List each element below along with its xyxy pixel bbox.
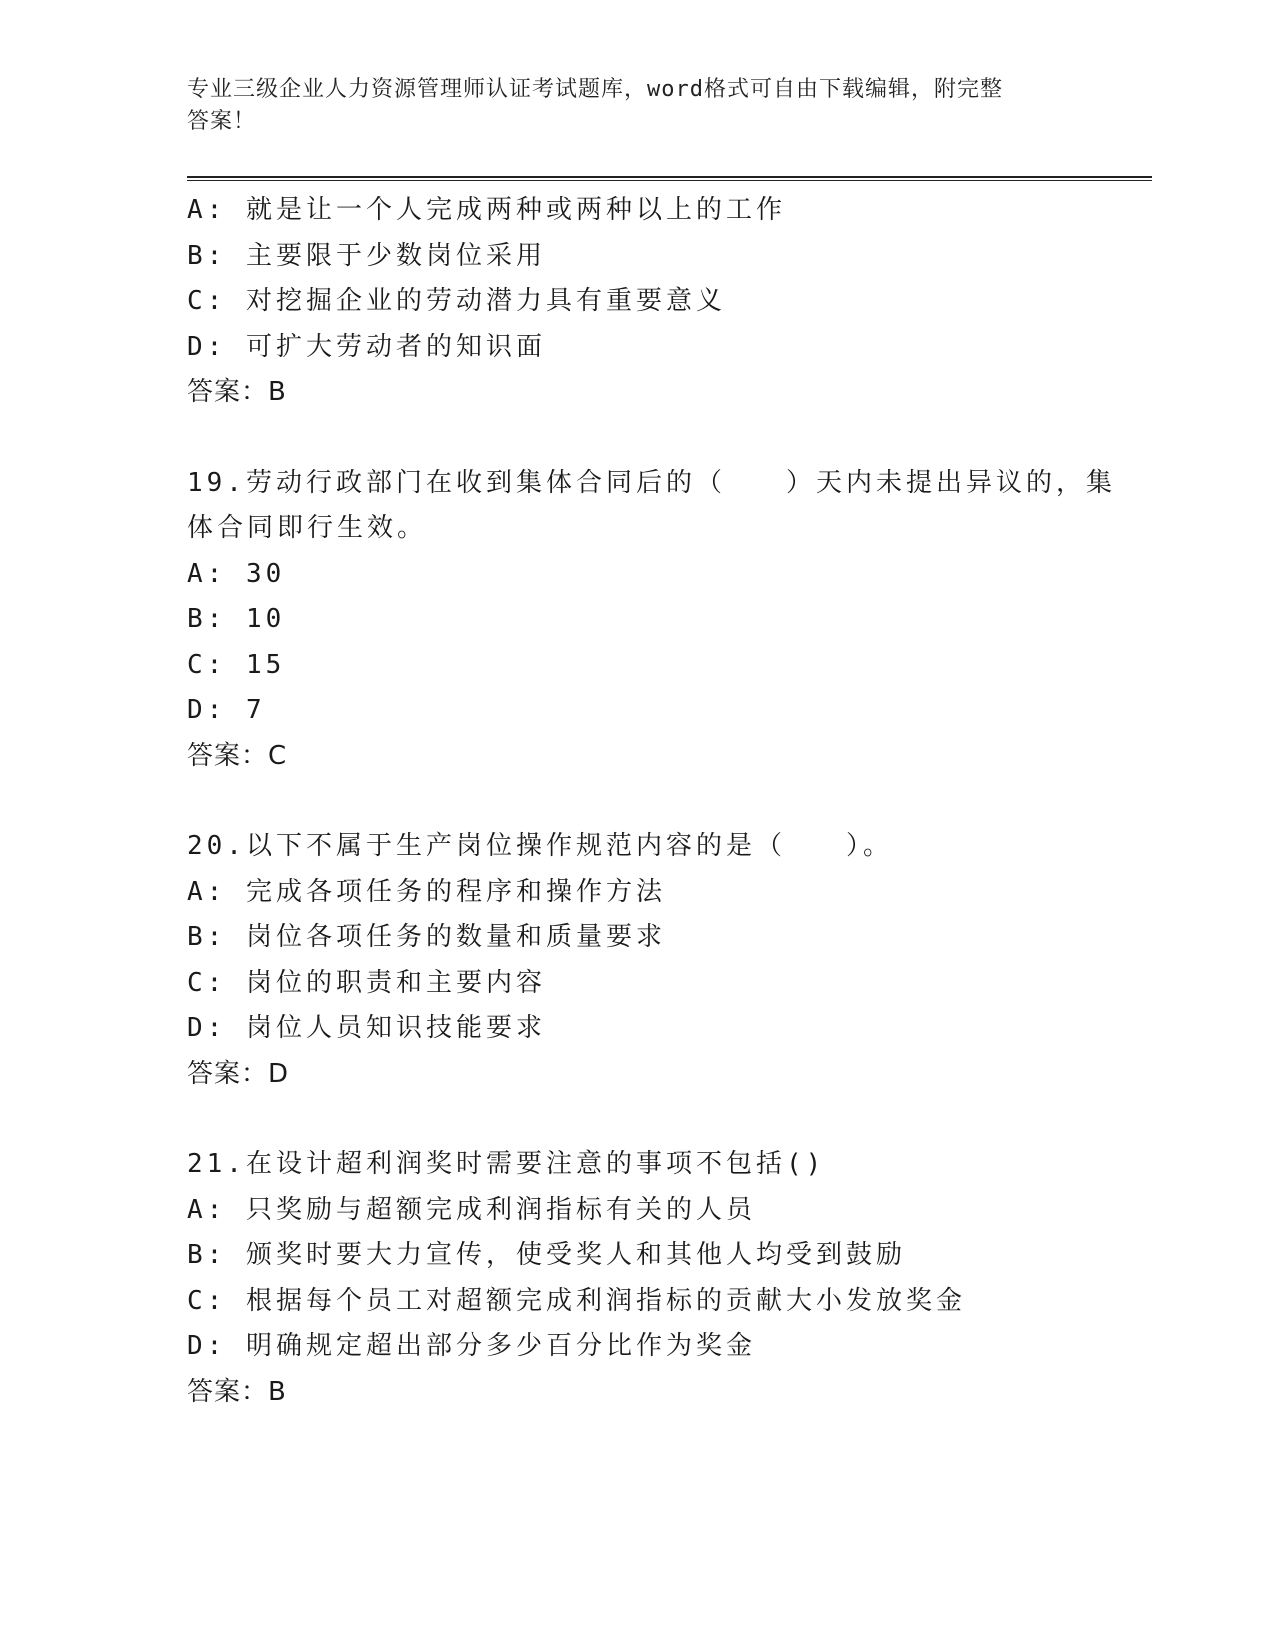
option-a: A: 完成各项任务的程序和操作方法 xyxy=(187,876,666,907)
header-line-1: 专业三级企业人力资源管理师认证考试题库，word格式可自由下载编辑，附完整 xyxy=(187,77,1003,102)
option-b: B: 岗位各项任务的数量和质量要求 xyxy=(187,922,666,952)
question-list xyxy=(187,188,1152,1415)
question-19 xyxy=(187,461,1152,780)
option-d: D: 7 xyxy=(187,695,266,725)
header-line-2: 答案！ xyxy=(187,109,257,134)
option-c: C: 15 xyxy=(187,649,286,680)
question-18 xyxy=(187,188,1152,416)
question-text: 19.劳动行政部门在收到集体合同后的（ ）天内未提出异议的，集 xyxy=(187,467,1116,498)
option-b: B: 10 xyxy=(187,604,286,634)
answer: 答案：D xyxy=(187,1058,290,1089)
option-a: A: 30 xyxy=(187,558,286,589)
option-a: A: 只奖励与超额完成利润指标有关的人员 xyxy=(187,1194,756,1225)
option-b: B: 主要限于少数岗位采用 xyxy=(187,240,546,271)
answer: 答案：C xyxy=(187,740,288,771)
question-20 xyxy=(187,824,1152,1097)
option-d: D: 明确规定超出部分多少百分比作为奖金 xyxy=(187,1331,756,1361)
option-b: B: 颁奖时要大力宣传，使受奖人和其他人均受到鼓励 xyxy=(187,1240,906,1270)
option-c: C: 根据每个员工对超额完成利润指标的贡献大小发放奖金 xyxy=(187,1285,966,1316)
question-21 xyxy=(187,1142,1152,1415)
option-d: D: 岗位人员知识技能要求 xyxy=(187,1013,546,1043)
option-d: D: 可扩大劳动者的知识面 xyxy=(187,331,546,362)
option-c: C: 岗位的职责和主要内容 xyxy=(187,967,546,998)
answer: 答案：B xyxy=(187,377,287,407)
answer: 答案：B xyxy=(187,1376,287,1407)
question-text: 21.在设计超利润奖时需要注意的事项不包括() xyxy=(187,1149,826,1179)
option-c: C: 对挖掘企业的劳动潜力具有重要意义 xyxy=(187,286,726,316)
question-text-continued: 体合同即行生效。 xyxy=(187,513,428,543)
document-header xyxy=(187,74,1067,138)
question-text: 20.以下不属于生产岗位操作规范内容的是（ ）。 xyxy=(187,831,893,861)
option-a: A: 就是让一个人完成两种或两种以上的工作 xyxy=(187,195,786,225)
header-divider xyxy=(187,176,1152,181)
